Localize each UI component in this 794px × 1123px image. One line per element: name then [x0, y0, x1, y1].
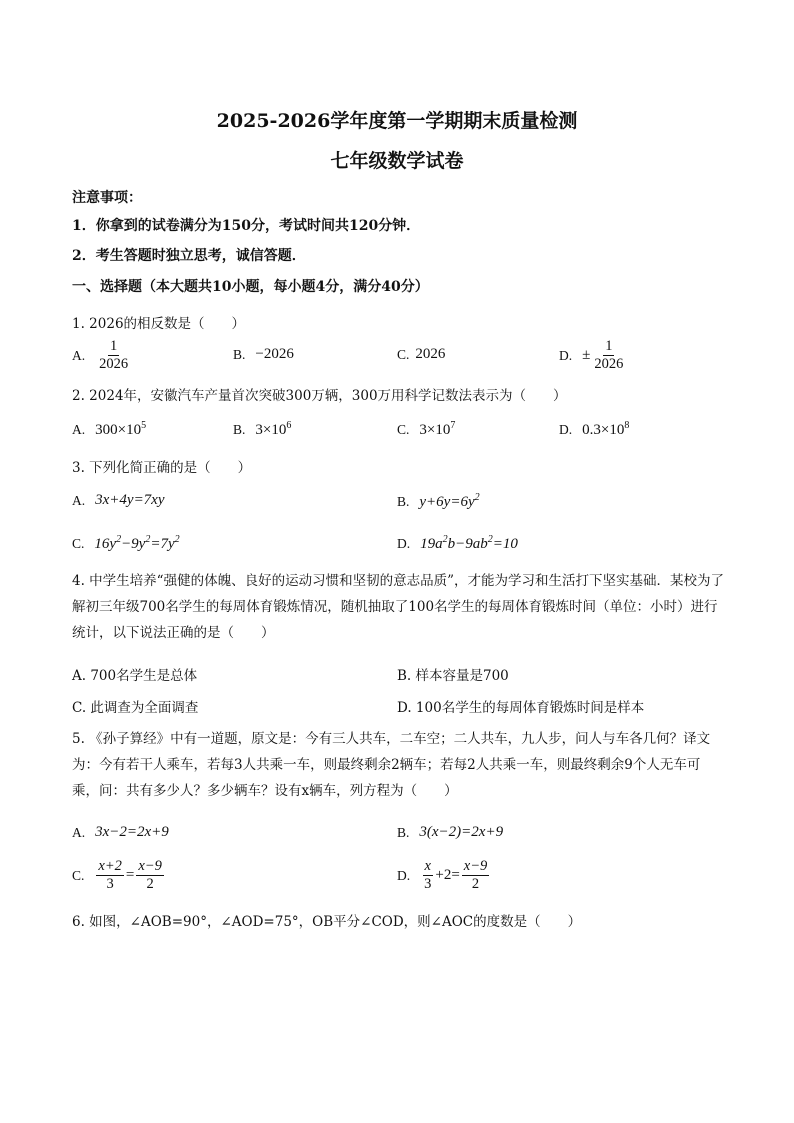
q4-option-a[interactable]: A. 700名学生是总体 [72, 668, 198, 684]
q5-d-denominator-1: 3 [424, 876, 432, 892]
q5-c-label: C. [72, 867, 85, 883]
q3-b-exponent: 2 [474, 492, 480, 503]
q1-d-label: D. [559, 347, 573, 363]
q2-option-d[interactable] [559, 420, 629, 439]
q3-c-term-1: 16y [94, 536, 117, 552]
q5-c-denominator-2: 2 [146, 876, 154, 892]
q1-a-label: A. [72, 347, 86, 363]
q2-d-value [582, 420, 629, 439]
q2-b-base: 3×10 [255, 422, 287, 438]
q3-c-exp-1: 2 [116, 534, 122, 545]
q5-option-d[interactable] [397, 858, 491, 893]
q5-d-denominator-2: 2 [471, 876, 480, 892]
q3-c-label: C. [72, 535, 85, 551]
q3-d-term-2: b−9ab [447, 536, 488, 552]
q4-option-b[interactable]: B. 样本容量是700 [397, 668, 509, 684]
q3-d-term-1: 19a [420, 536, 443, 552]
q2-c-exponent: 7 [450, 420, 456, 431]
q5-option-c[interactable] [72, 858, 166, 893]
q1-a-numerator: 1 [110, 338, 118, 354]
notes-item-1: 1．你拿到的试卷满分为150分，考试时间共120分钟． [72, 218, 421, 234]
q3-b-expression [419, 492, 479, 511]
q1-a-fraction [97, 338, 130, 373]
q5-c-numerator-1: x+2 [98, 858, 122, 874]
exam-subtitle: 七年级数学试卷 [330, 150, 464, 172]
q5-stem: 5. 《孙子算经》中有一道题，原文是：今有三人共车，二车空；二人共车，九人步，问人与车各几何？译文为：今有若干人乘车，若每3人共乘一车，则最终剩余2辆车；若每2人共乘一车，则最终剩余9个人无车可乘，问：共有多少人？多少辆车？设有x辆车，列方程为（ ） [72, 731, 711, 799]
q5-d-fraction-2 [462, 858, 489, 893]
notes-item-2: 2．考生答题时独立思考，诚信答题． [72, 248, 306, 264]
q1-stem: 1. 2026的相反数是（ ） [72, 316, 246, 332]
q5-option-a[interactable] [72, 824, 169, 841]
q1-d-sign: ± [582, 347, 591, 363]
q5-a-label: A. [72, 824, 86, 840]
q5-d-numerator-1: x [424, 858, 431, 874]
q5-a-equation: 3x−2=2x+9 [95, 824, 169, 840]
q2-a-value [95, 420, 146, 439]
q2-b-value [255, 420, 291, 439]
q3-c-term-2: −9y [121, 536, 146, 552]
q3-option-d[interactable] [397, 534, 518, 553]
q1-option-a[interactable] [72, 338, 132, 373]
q5-b-label: B. [397, 824, 410, 840]
q5-d-fraction-1 [422, 858, 433, 893]
q1-d-denominator: 2026 [594, 356, 624, 372]
q1-d-numerator: 1 [605, 338, 613, 354]
q2-b-label: B. [233, 421, 246, 437]
q2-a-label: A. [72, 421, 86, 437]
q2-d-label: D. [559, 421, 573, 437]
q3-a-label: A. [72, 492, 86, 508]
q4-stem: 4. 中学生培养“强健的体魄、良好的运动习惯和坚韧的意志品质”，才能为学习和生活打下坚实基础．某校为了解初三年级700名学生的每周体育锻炼情况，随机抽取了100名学生的每周体育锻炼时间（单位：小时）进行统计，以下说法正确的是（ ） [72, 573, 724, 641]
q3-b-label: B. [397, 493, 410, 509]
q2-stem: 2. 2024年，安徽汽车产量首次突破300万辆，300万用科学记数法表示为（ ） [72, 388, 567, 404]
q1-option-c[interactable] [397, 346, 445, 363]
q1-c-value: 2026 [415, 346, 446, 362]
q2-d-exponent: 8 [624, 420, 630, 431]
q1-d-fraction [592, 338, 625, 373]
q1-option-d[interactable] [559, 338, 627, 373]
q1-b-label: B. [233, 346, 246, 362]
q5-c-numerator-2: x−9 [138, 858, 162, 874]
q2-c-value [419, 420, 455, 439]
q3-c-exp-3: 2 [174, 534, 180, 545]
q3-stem: 3. 下列化简正确的是（ ） [72, 460, 252, 476]
q2-b-exponent: 6 [286, 420, 292, 431]
q3-d-exp-2: 2 [487, 534, 493, 545]
q3-c-expression [94, 534, 179, 553]
exam-title: 2025-2026学年度第一学期期末质量检测 [216, 110, 578, 132]
q2-c-label: C. [397, 421, 410, 437]
q1-b-value: −2026 [255, 346, 294, 362]
q5-option-b[interactable] [397, 824, 503, 841]
q3-b-base: y+6y=6y [419, 494, 475, 510]
q2-a-exponent: 5 [141, 420, 147, 431]
q1-a-denominator: 2026 [99, 356, 129, 372]
q3-d-label: D. [397, 535, 411, 551]
q3-option-c[interactable] [72, 534, 180, 553]
q3-option-a[interactable] [72, 492, 165, 509]
section-heading: 一、选择题（本大题共10小题，每小题4分，满分40分） [72, 279, 429, 295]
q5-b-equation: 3(x−2)=2x+9 [419, 824, 504, 840]
q5-d-middle: +2= [435, 867, 460, 883]
q1-option-b[interactable] [233, 346, 294, 363]
q5-c-fraction-1 [96, 858, 123, 893]
q3-d-term-3: =10 [492, 536, 518, 552]
q5-c-denominator-1: 3 [106, 876, 114, 892]
q2-option-b[interactable] [233, 420, 291, 439]
q3-option-b[interactable] [397, 492, 480, 511]
q2-d-base: 0.3×10 [582, 422, 625, 438]
q2-c-base: 3×10 [419, 422, 451, 438]
q5-d-label: D. [397, 867, 411, 883]
q2-a-base: 300×10 [95, 422, 142, 438]
q5-d-numerator-2: x−9 [463, 858, 488, 874]
q1-c-label: C. [397, 346, 410, 362]
q5-c-fraction-2 [136, 858, 163, 893]
q3-d-expression [420, 534, 518, 553]
q3-d-exp-1: 2 [442, 534, 448, 545]
q2-option-c[interactable] [397, 420, 455, 439]
q4-option-c[interactable]: C. 此调查为全面调查 [72, 700, 199, 716]
q6-stem: 6. 如图，∠AOB=90°，∠AOD=75°，OB平分∠COD，则∠AOC的度数是（ ） [72, 914, 582, 930]
notes-heading: 注意事项： [72, 190, 142, 206]
q3-c-exp-2: 2 [145, 534, 151, 545]
q5-c-equals: = [125, 867, 135, 883]
q3-a-expression: 3x+4y=7xy [95, 492, 165, 508]
q4-option-d[interactable]: D. 100名学生的每周体育锻炼时间是样本 [397, 700, 645, 716]
q2-option-a[interactable] [72, 420, 146, 439]
q3-c-term-3: =7y [150, 536, 175, 552]
